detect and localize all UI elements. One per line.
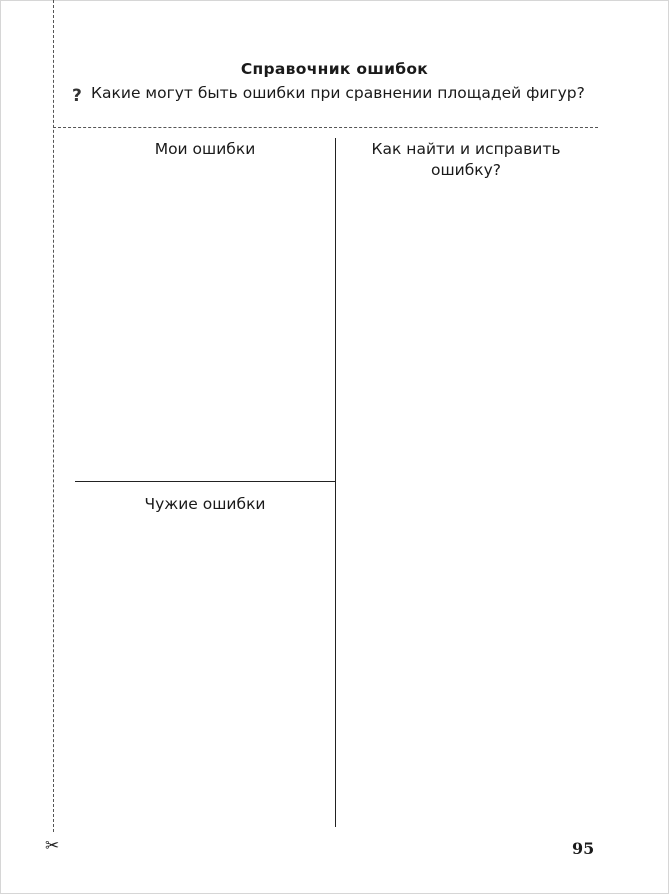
my-errors-heading: Мои ошибки: [154, 140, 256, 158]
page-number: 95: [572, 839, 595, 858]
question-mark-icon: ?: [72, 86, 82, 106]
page-title: Справочник ошибок: [240, 60, 429, 78]
vertical-cut-line: [53, 0, 54, 832]
table-horizontal-divider: [75, 481, 335, 482]
horizontal-cut-line: [53, 127, 598, 128]
table-vertical-divider: [335, 138, 336, 827]
others-errors-heading: Чужие ошибки: [144, 495, 266, 513]
how-to-fix-heading: Как найти и исправить ошибку?: [371, 140, 561, 179]
question-text: Какие могут быть ошибки при сравнении площадей фигур?: [91, 84, 585, 102]
scissors-icon: ✂: [45, 836, 60, 856]
